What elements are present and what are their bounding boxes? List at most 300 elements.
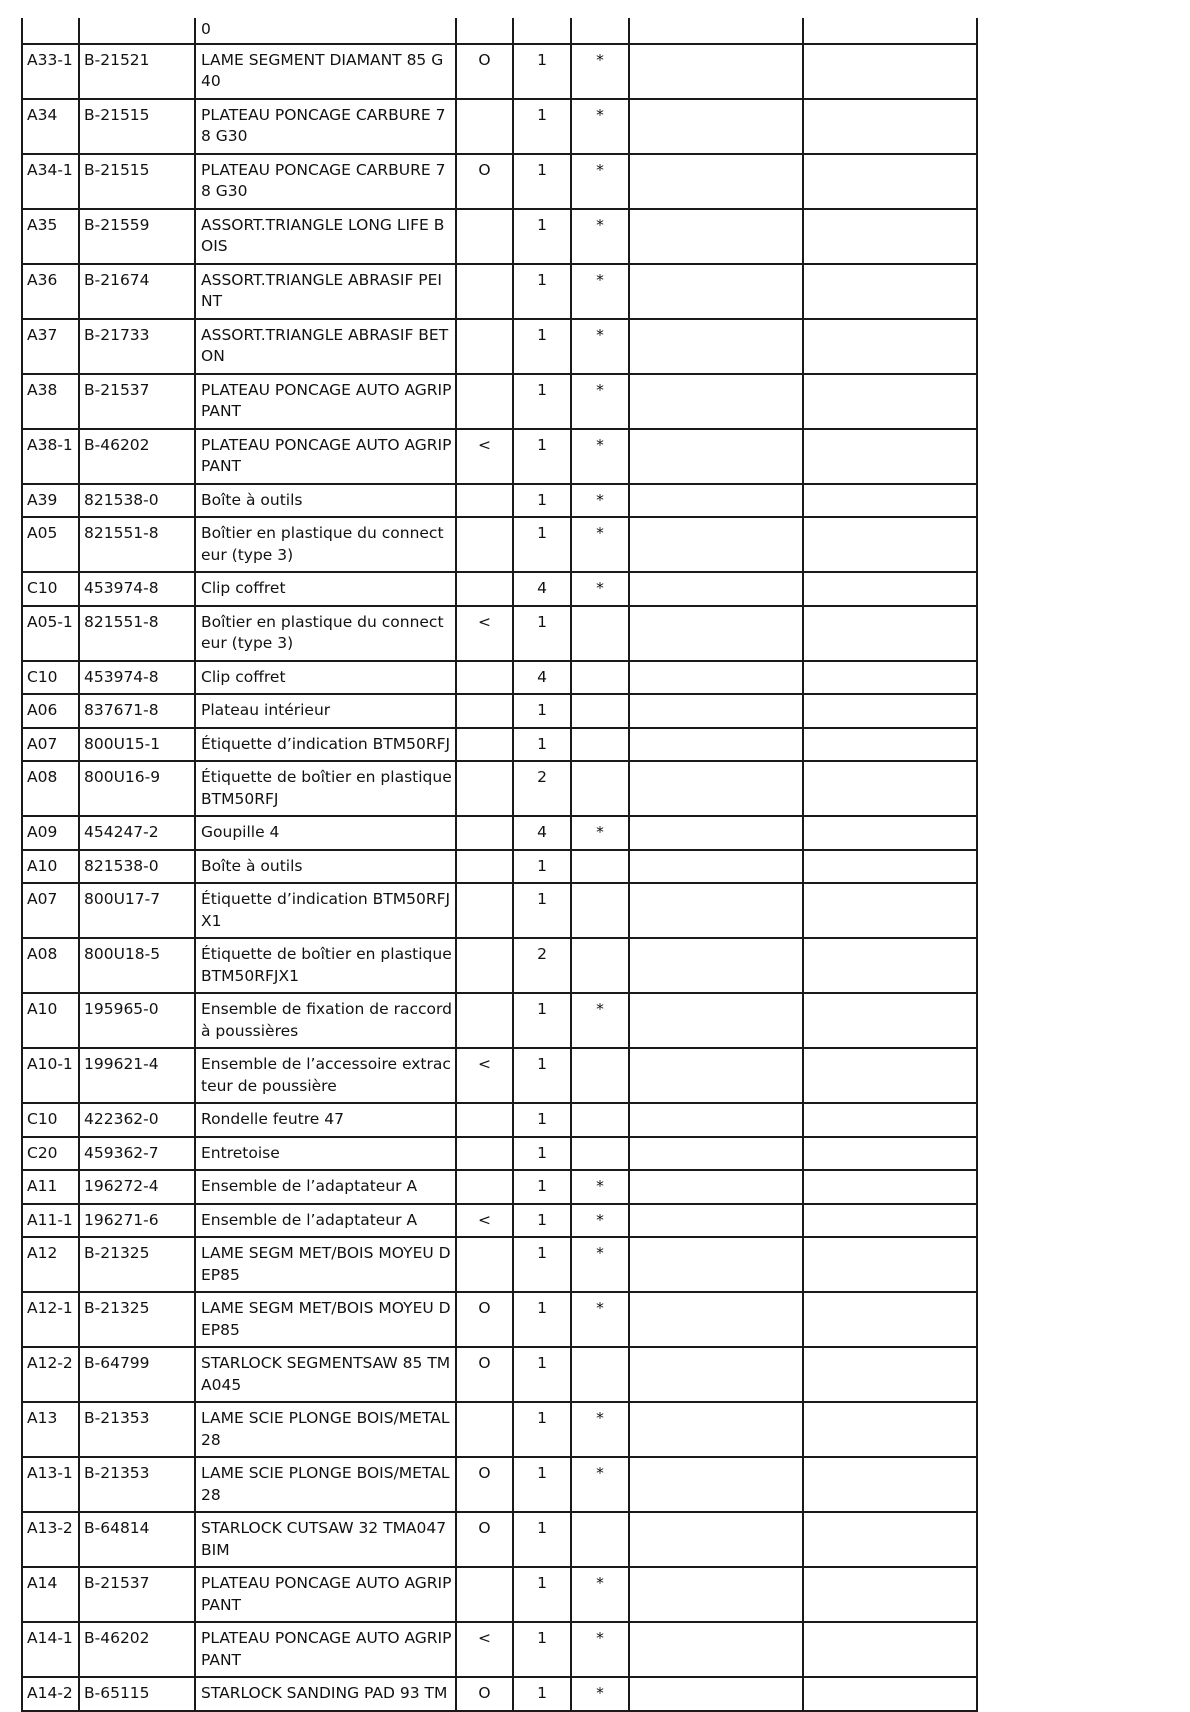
item-number-cell: A05-1 [22, 606, 79, 661]
note-cell-2 [803, 993, 977, 1048]
note-cell-1 [629, 484, 803, 518]
quantity-cell: 1 [513, 44, 571, 99]
asterisk-mark-cell [571, 661, 629, 695]
table-row [22, 319, 977, 374]
description-cell: Étiquette de boîtier en plastique BTM50RFJX1 [195, 938, 456, 993]
part-number-cell: B-21353 [79, 1457, 195, 1512]
option-mark-cell [456, 99, 513, 154]
option-mark-cell [456, 18, 513, 44]
item-number-cell: A34-1 [22, 154, 79, 209]
option-mark-cell [456, 850, 513, 884]
item-number-cell: A07 [22, 883, 79, 938]
note-cell-1 [629, 606, 803, 661]
part-number-cell [79, 18, 195, 44]
option-mark-cell [456, 1402, 513, 1457]
item-number-cell: A12 [22, 1237, 79, 1292]
option-mark-cell [456, 517, 513, 572]
asterisk-mark-cell [571, 1347, 629, 1402]
quantity-cell: 1 [513, 606, 571, 661]
part-number-cell: B-21325 [79, 1237, 195, 1292]
description-cell: Étiquette de boîtier en plastique BTM50RFJ [195, 761, 456, 816]
option-mark-cell [456, 1237, 513, 1292]
description-cell: LAME SCIE PLONGE BOIS/METAL 28 [195, 1402, 456, 1457]
note-cell-2 [803, 1457, 977, 1512]
note-cell-1 [629, 1347, 803, 1402]
item-number-cell: A11-1 [22, 1204, 79, 1238]
asterisk-mark-cell: * [571, 1402, 629, 1457]
note-cell-2 [803, 1567, 977, 1622]
note-cell-2 [803, 18, 977, 44]
option-mark-cell: O [456, 1347, 513, 1402]
part-number-cell: 453974-8 [79, 661, 195, 695]
note-cell-1 [629, 1512, 803, 1567]
item-number-cell: A09 [22, 816, 79, 850]
quantity-cell: 1 [513, 484, 571, 518]
part-number-cell: 195965-0 [79, 993, 195, 1048]
description-cell: PLATEAU PONCAGE AUTO AGRIPPANT [195, 1567, 456, 1622]
quantity-cell: 1 [513, 1103, 571, 1137]
description-cell: PLATEAU PONCAGE CARBURE 78 G30 [195, 99, 456, 154]
note-cell-1 [629, 429, 803, 484]
description-cell: Clip coffret [195, 572, 456, 606]
part-number-cell: B-21515 [79, 154, 195, 209]
quantity-cell: 4 [513, 572, 571, 606]
note-cell-2 [803, 1622, 977, 1677]
table-row [22, 1103, 977, 1137]
quantity-cell: 1 [513, 1457, 571, 1512]
table-row [22, 1204, 977, 1238]
quantity-cell [513, 18, 571, 44]
note-cell-2 [803, 938, 977, 993]
part-number-cell: B-21325 [79, 1292, 195, 1347]
item-number-cell: A34 [22, 99, 79, 154]
asterisk-mark-cell: * [571, 1292, 629, 1347]
note-cell-2 [803, 209, 977, 264]
asterisk-mark-cell [571, 728, 629, 762]
quantity-cell: 1 [513, 99, 571, 154]
note-cell-2 [803, 517, 977, 572]
note-cell-2 [803, 761, 977, 816]
note-cell-2 [803, 429, 977, 484]
part-number-cell: B-65115 [79, 1677, 195, 1711]
description-cell: ASSORT.TRIANGLE LONG LIFE BOIS [195, 209, 456, 264]
part-number-cell: 454247-2 [79, 816, 195, 850]
quantity-cell: 1 [513, 1567, 571, 1622]
item-number-cell: A12-1 [22, 1292, 79, 1347]
asterisk-mark-cell: * [571, 99, 629, 154]
part-number-cell: 821551-8 [79, 517, 195, 572]
table-row [22, 209, 977, 264]
item-number-cell: A10 [22, 993, 79, 1048]
part-number-cell: B-21559 [79, 209, 195, 264]
part-number-cell: 800U16-9 [79, 761, 195, 816]
quantity-cell: 1 [513, 1677, 571, 1711]
asterisk-mark-cell [571, 883, 629, 938]
table-row [22, 938, 977, 993]
asterisk-mark-cell [571, 18, 629, 44]
note-cell-2 [803, 1512, 977, 1567]
table-row [22, 761, 977, 816]
part-number-cell: 800U17-7 [79, 883, 195, 938]
option-mark-cell [456, 264, 513, 319]
table-row [22, 1292, 977, 1347]
table-row [22, 99, 977, 154]
note-cell-2 [803, 728, 977, 762]
part-number-cell: 837671-8 [79, 694, 195, 728]
note-cell-2 [803, 264, 977, 319]
part-number-cell: 800U15-1 [79, 728, 195, 762]
item-number-cell: A33-1 [22, 44, 79, 99]
note-cell-1 [629, 1567, 803, 1622]
parts-list-page [21, 18, 978, 1712]
note-cell-2 [803, 1170, 977, 1204]
description-cell: Boîte à outils [195, 484, 456, 518]
asterisk-mark-cell: * [571, 374, 629, 429]
option-mark-cell: < [456, 1048, 513, 1103]
quantity-cell: 1 [513, 429, 571, 484]
description-cell: Goupille 4 [195, 816, 456, 850]
option-mark-cell [456, 209, 513, 264]
description-cell: PLATEAU PONCAGE AUTO AGRIPPANT [195, 429, 456, 484]
parts-table [21, 18, 978, 1712]
item-number-cell: A08 [22, 761, 79, 816]
asterisk-mark-cell [571, 850, 629, 884]
note-cell-1 [629, 319, 803, 374]
table-row [22, 374, 977, 429]
note-cell-2 [803, 1402, 977, 1457]
description-cell: 0 [195, 18, 456, 44]
part-number-cell: B-21537 [79, 1567, 195, 1622]
quantity-cell: 1 [513, 319, 571, 374]
option-mark-cell: < [456, 606, 513, 661]
item-number-cell: A13 [22, 1402, 79, 1457]
part-number-cell: 821551-8 [79, 606, 195, 661]
table-row [22, 484, 977, 518]
description-cell: STARLOCK CUTSAW 32 TMA047BIM [195, 1512, 456, 1567]
item-number-cell: A10-1 [22, 1048, 79, 1103]
note-cell-1 [629, 938, 803, 993]
asterisk-mark-cell [571, 938, 629, 993]
table-row [22, 883, 977, 938]
quantity-cell: 1 [513, 850, 571, 884]
item-number-cell: A05 [22, 517, 79, 572]
table-row [22, 728, 977, 762]
quantity-cell: 1 [513, 1137, 571, 1171]
note-cell-1 [629, 209, 803, 264]
table-row [22, 154, 977, 209]
note-cell-1 [629, 1204, 803, 1238]
option-mark-cell: < [456, 1622, 513, 1677]
table-row [22, 1137, 977, 1171]
description-cell: Plateau intérieur [195, 694, 456, 728]
table-row [22, 517, 977, 572]
asterisk-mark-cell: * [571, 1204, 629, 1238]
note-cell-1 [629, 1292, 803, 1347]
part-number-cell: 453974-8 [79, 572, 195, 606]
note-cell-2 [803, 1677, 977, 1711]
note-cell-1 [629, 850, 803, 884]
note-cell-1 [629, 374, 803, 429]
description-cell: Ensemble de l’adaptateur A [195, 1170, 456, 1204]
table-row [22, 1622, 977, 1677]
option-mark-cell [456, 1567, 513, 1622]
option-mark-cell: O [456, 1512, 513, 1567]
note-cell-2 [803, 319, 977, 374]
quantity-cell: 1 [513, 1048, 571, 1103]
description-cell: Ensemble de l’adaptateur A [195, 1204, 456, 1238]
note-cell-1 [629, 1048, 803, 1103]
item-number-cell: A08 [22, 938, 79, 993]
note-cell-1 [629, 1677, 803, 1711]
description-cell: Boîtier en plastique du connecteur (type 3) [195, 606, 456, 661]
note-cell-1 [629, 1170, 803, 1204]
note-cell-2 [803, 99, 977, 154]
asterisk-mark-cell: * [571, 1622, 629, 1677]
quantity-cell: 1 [513, 1237, 571, 1292]
table-row [22, 1347, 977, 1402]
table-row [22, 1457, 977, 1512]
description-cell: ASSORT.TRIANGLE ABRASIF PEINT [195, 264, 456, 319]
option-mark-cell [456, 938, 513, 993]
option-mark-cell: O [456, 1292, 513, 1347]
part-number-cell: 821538-0 [79, 484, 195, 518]
quantity-cell: 1 [513, 993, 571, 1048]
note-cell-1 [629, 264, 803, 319]
table-row [22, 44, 977, 99]
item-number-cell: A38-1 [22, 429, 79, 484]
table-row [22, 429, 977, 484]
quantity-cell: 1 [513, 264, 571, 319]
note-cell-2 [803, 374, 977, 429]
part-number-cell: B-21537 [79, 374, 195, 429]
description-cell: Rondelle feutre 47 [195, 1103, 456, 1137]
table-row [22, 1567, 977, 1622]
option-mark-cell [456, 572, 513, 606]
option-mark-cell [456, 1170, 513, 1204]
item-number-cell: A37 [22, 319, 79, 374]
description-cell: PLATEAU PONCAGE AUTO AGRIPPANT [195, 1622, 456, 1677]
asterisk-mark-cell [571, 1103, 629, 1137]
quantity-cell: 1 [513, 517, 571, 572]
quantity-cell: 1 [513, 1170, 571, 1204]
option-mark-cell [456, 883, 513, 938]
asterisk-mark-cell [571, 606, 629, 661]
option-mark-cell [456, 374, 513, 429]
description-cell: Étiquette d’indication BTM50RFJ [195, 728, 456, 762]
note-cell-1 [629, 1103, 803, 1137]
parts-table-body [22, 18, 977, 1711]
table-row [22, 816, 977, 850]
table-row [22, 993, 977, 1048]
part-number-cell: 422362-0 [79, 1103, 195, 1137]
part-number-cell: 196271-6 [79, 1204, 195, 1238]
asterisk-mark-cell: * [571, 319, 629, 374]
asterisk-mark-cell [571, 694, 629, 728]
item-number-cell: A14 [22, 1567, 79, 1622]
table-row [22, 572, 977, 606]
item-number-cell: A39 [22, 484, 79, 518]
part-number-cell: B-64814 [79, 1512, 195, 1567]
option-mark-cell [456, 1103, 513, 1137]
note-cell-2 [803, 883, 977, 938]
asterisk-mark-cell: * [571, 44, 629, 99]
asterisk-mark-cell [571, 1137, 629, 1171]
note-cell-1 [629, 1137, 803, 1171]
description-cell: Entretoise [195, 1137, 456, 1171]
description-cell: LAME SCIE PLONGE BOIS/METAL 28 [195, 1457, 456, 1512]
part-number-cell: 459362-7 [79, 1137, 195, 1171]
note-cell-2 [803, 1137, 977, 1171]
asterisk-mark-cell: * [571, 993, 629, 1048]
quantity-cell: 2 [513, 938, 571, 993]
quantity-cell: 1 [513, 883, 571, 938]
asterisk-mark-cell: * [571, 1237, 629, 1292]
note-cell-1 [629, 1237, 803, 1292]
note-cell-2 [803, 694, 977, 728]
option-mark-cell: O [456, 154, 513, 209]
part-number-cell: 800U18-5 [79, 938, 195, 993]
part-number-cell: 199621-4 [79, 1048, 195, 1103]
part-number-cell: B-21521 [79, 44, 195, 99]
asterisk-mark-cell [571, 1512, 629, 1567]
table-row [22, 18, 977, 44]
description-cell: Clip coffret [195, 661, 456, 695]
note-cell-2 [803, 44, 977, 99]
note-cell-2 [803, 850, 977, 884]
quantity-cell: 4 [513, 816, 571, 850]
option-mark-cell: O [456, 1457, 513, 1512]
note-cell-1 [629, 44, 803, 99]
option-mark-cell [456, 694, 513, 728]
quantity-cell: 1 [513, 728, 571, 762]
description-cell: Ensemble de l’accessoire extracteur de poussière [195, 1048, 456, 1103]
option-mark-cell [456, 484, 513, 518]
description-cell: LAME SEGMENT DIAMANT 85 G40 [195, 44, 456, 99]
quantity-cell: 2 [513, 761, 571, 816]
item-number-cell: A12-2 [22, 1347, 79, 1402]
item-number-cell: C10 [22, 661, 79, 695]
item-number-cell: A13-2 [22, 1512, 79, 1567]
part-number-cell: 196272-4 [79, 1170, 195, 1204]
item-number-cell: A38 [22, 374, 79, 429]
note-cell-2 [803, 816, 977, 850]
option-mark-cell: < [456, 1204, 513, 1238]
part-number-cell: B-46202 [79, 1622, 195, 1677]
note-cell-1 [629, 661, 803, 695]
note-cell-2 [803, 1292, 977, 1347]
quantity-cell: 1 [513, 694, 571, 728]
quantity-cell: 1 [513, 1204, 571, 1238]
table-row [22, 694, 977, 728]
note-cell-1 [629, 761, 803, 816]
note-cell-1 [629, 18, 803, 44]
note-cell-2 [803, 606, 977, 661]
part-number-cell: B-64799 [79, 1347, 195, 1402]
note-cell-2 [803, 1204, 977, 1238]
table-row [22, 1512, 977, 1567]
note-cell-1 [629, 1402, 803, 1457]
note-cell-1 [629, 154, 803, 209]
option-mark-cell [456, 1137, 513, 1171]
part-number-cell: B-21515 [79, 99, 195, 154]
asterisk-mark-cell: * [571, 154, 629, 209]
quantity-cell: 1 [513, 209, 571, 264]
description-cell: ASSORT.TRIANGLE ABRASIF BETON [195, 319, 456, 374]
description-cell: Boîte à outils [195, 850, 456, 884]
item-number-cell: C10 [22, 572, 79, 606]
option-mark-cell [456, 319, 513, 374]
note-cell-2 [803, 1237, 977, 1292]
table-row [22, 1237, 977, 1292]
description-cell: Boîtier en plastique du connecteur (type 3) [195, 517, 456, 572]
item-number-cell: C10 [22, 1103, 79, 1137]
table-row [22, 661, 977, 695]
asterisk-mark-cell: * [571, 264, 629, 319]
item-number-cell: A13-1 [22, 1457, 79, 1512]
note-cell-1 [629, 694, 803, 728]
item-number-cell: A36 [22, 264, 79, 319]
note-cell-2 [803, 154, 977, 209]
table-row [22, 1677, 977, 1711]
note-cell-1 [629, 816, 803, 850]
asterisk-mark-cell: * [571, 1677, 629, 1711]
asterisk-mark-cell [571, 1048, 629, 1103]
description-cell: LAME SEGM MET/BOIS MOYEU DEP85 [195, 1292, 456, 1347]
note-cell-1 [629, 572, 803, 606]
option-mark-cell [456, 816, 513, 850]
part-number-cell: B-21353 [79, 1402, 195, 1457]
item-number-cell: A07 [22, 728, 79, 762]
description-cell: PLATEAU PONCAGE AUTO AGRIPPANT [195, 374, 456, 429]
asterisk-mark-cell: * [571, 1457, 629, 1512]
note-cell-2 [803, 1048, 977, 1103]
note-cell-1 [629, 993, 803, 1048]
note-cell-1 [629, 728, 803, 762]
asterisk-mark-cell [571, 761, 629, 816]
note-cell-2 [803, 661, 977, 695]
note-cell-2 [803, 1347, 977, 1402]
option-mark-cell [456, 993, 513, 1048]
table-row [22, 1170, 977, 1204]
item-number-cell: A14-1 [22, 1622, 79, 1677]
quantity-cell: 1 [513, 374, 571, 429]
option-mark-cell [456, 761, 513, 816]
note-cell-1 [629, 517, 803, 572]
item-number-cell: A35 [22, 209, 79, 264]
quantity-cell: 1 [513, 1347, 571, 1402]
note-cell-2 [803, 484, 977, 518]
table-row [22, 606, 977, 661]
asterisk-mark-cell: * [571, 1170, 629, 1204]
part-number-cell: B-46202 [79, 429, 195, 484]
part-number-cell: B-21733 [79, 319, 195, 374]
option-mark-cell: O [456, 1677, 513, 1711]
option-mark-cell [456, 728, 513, 762]
item-number-cell: A10 [22, 850, 79, 884]
quantity-cell: 1 [513, 154, 571, 209]
table-row [22, 1402, 977, 1457]
note-cell-1 [629, 1457, 803, 1512]
asterisk-mark-cell: * [571, 517, 629, 572]
quantity-cell: 1 [513, 1402, 571, 1457]
part-number-cell: 821538-0 [79, 850, 195, 884]
table-row [22, 850, 977, 884]
quantity-cell: 1 [513, 1622, 571, 1677]
description-cell: STARLOCK SANDING PAD 93 TM [195, 1677, 456, 1711]
note-cell-2 [803, 1103, 977, 1137]
note-cell-1 [629, 99, 803, 154]
item-number-cell [22, 18, 79, 44]
